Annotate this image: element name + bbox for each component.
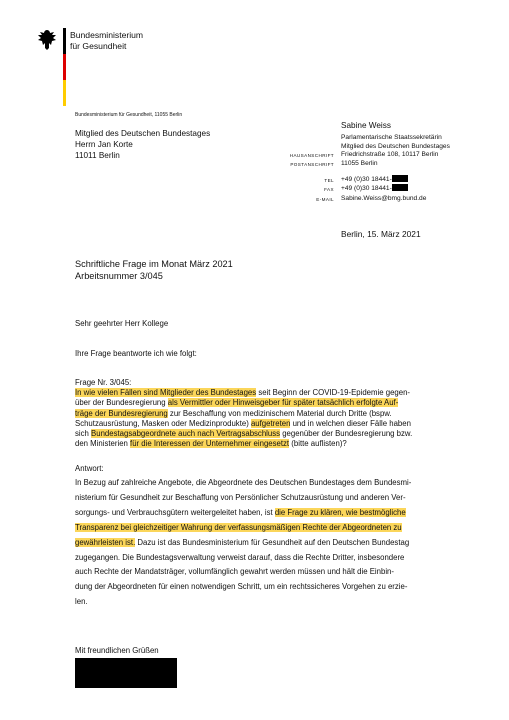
answer-line7: auch Rechte der Mandatsträger, vollumfänglich gewahrt werden müssen und hält die Einbin- xyxy=(75,567,394,577)
subject-line1: Schriftliche Frage im Monat März 2021 xyxy=(75,259,233,269)
postanschrift-label: POSTANSCHRIFT xyxy=(290,162,334,167)
question-hl2: als Vermittler oder Hinweisgeber für später tatsächlich erfolgte Auf- xyxy=(167,398,399,408)
hausanschrift-label: HAUSANSCHRIFT xyxy=(289,153,334,158)
flag-black xyxy=(63,28,66,54)
recipient-line3: 11011 Berlin xyxy=(75,151,120,160)
question-text5: sich xyxy=(75,429,92,439)
answer-line8: dung der Abgeordneten für einen notwendigen Schritt, um ein rechtssicheres Vorgehen zu erzie- xyxy=(75,582,408,592)
answer-hl5: gewährleisten ist. xyxy=(75,537,136,547)
flag-stripe xyxy=(63,28,66,106)
ministry-name-line1: Bundesministerium xyxy=(70,30,144,40)
question-text5b: gegenüber der Bundesregierung bzw. xyxy=(280,429,413,439)
federal-eagle-icon xyxy=(36,28,58,54)
intro-text: Ihre Frage beantworte ich wie folgt: xyxy=(75,349,197,358)
closing: Mit freundlichen Grüßen xyxy=(75,646,159,655)
recipient-line1: Mitglied des Deutschen Bundestages xyxy=(75,129,211,138)
hausanschrift-value: Friedrichstraße 108, 10117 Berlin xyxy=(341,151,439,158)
letter-date: Berlin, 15. März 2021 xyxy=(341,229,421,239)
question-line2 xyxy=(75,398,435,408)
salutation: Sehr geehrter Herr Kollege xyxy=(75,319,169,328)
answer-line5 xyxy=(75,536,439,551)
answer-line9: len. xyxy=(75,597,88,607)
email-label: E-MAIL xyxy=(316,197,334,202)
question-line4 xyxy=(75,419,435,429)
question-text4b: und in welchen dieser Fälle haben xyxy=(290,418,411,428)
fax-label: FAX xyxy=(324,187,334,192)
fax-number: +49 (0)30 18441- xyxy=(341,185,392,192)
question-hl1: In wie vielen Fällen sind Mitglieder des Bundestages xyxy=(75,388,257,398)
question-text2: über der Bundesregierung xyxy=(75,398,168,408)
question-block xyxy=(75,378,435,449)
answer-line2: nisterium für Gesundheit zur Beschaffung von Persönlicher Schutzausrüstung und anderen Ver- xyxy=(75,492,406,502)
question-line1 xyxy=(75,388,435,398)
answer-hl3: die Frage zu klären, wie bestmögliche xyxy=(274,507,406,517)
answer-heading: Antwort: xyxy=(75,464,104,473)
fax-value xyxy=(341,184,408,193)
sender-role2: Mitglied des Deutschen Bundestages xyxy=(341,143,450,150)
question-hl3: träge der Bundesregierung xyxy=(75,408,168,418)
postanschrift-value: 11055 Berlin xyxy=(341,160,378,167)
tel-redaction xyxy=(392,175,408,182)
answer-line4 xyxy=(75,521,439,536)
tel-value xyxy=(341,175,408,184)
tel-number: +49 (0)30 18441- xyxy=(341,176,392,183)
answer-text3: sorgungs- und Verbrauchsgütern weitergeleitet haben, ist xyxy=(75,507,275,517)
question-hl4: aufgetreten xyxy=(250,418,291,428)
flag-gold xyxy=(63,80,66,106)
question-text4: Schutzausrüstung, Masken oder Medizinprodukte) xyxy=(75,418,251,428)
question-line6 xyxy=(75,439,435,449)
recipient-block xyxy=(75,128,210,161)
subject-block xyxy=(75,258,233,282)
answer-line6: zugegangen. Die Bundestagsverwaltung verweist darauf, dass die Rechte Dritter, insbesondere xyxy=(75,552,405,562)
question-hl5: Bundestagsabgeordnete auch nach Vertragsabschluss xyxy=(91,429,281,439)
question-text3: zur Beschaffung von medizinischem Material durch Dritte (bspw. xyxy=(167,408,392,418)
answer-hl4: Transparenz bei gleichzeitiger Wahrung der verfassungsmäßigen Rechte der Abgeordneten zu xyxy=(75,522,402,532)
question-text6: den Ministerien xyxy=(75,439,131,449)
question-heading: Frage Nr. 3/045: xyxy=(75,378,132,387)
question-text6b: (bitte auflisten)? xyxy=(289,439,347,449)
question-line5 xyxy=(75,429,435,439)
answer-text5: Dazu ist das Bundesministerium für Gesundheit auf den Deutschen Bundestag xyxy=(135,537,410,547)
tel-label: TEL xyxy=(324,178,334,183)
ministry-name xyxy=(70,30,143,51)
flag-red xyxy=(63,54,66,80)
letterhead xyxy=(36,28,176,108)
question-text1: seit Beginn der COVID-19-Epidemie gegen- xyxy=(256,388,411,398)
answer-block xyxy=(75,476,439,610)
ministry-name-line2: für Gesundheit xyxy=(70,40,127,51)
signature-redaction xyxy=(75,658,177,688)
question-hl6: für die Interessen der Unternehmer eingesetzt xyxy=(130,439,290,449)
fax-redaction xyxy=(392,184,408,191)
sender-name: Sabine Weiss xyxy=(341,121,391,130)
recipient-line2: Herrn Jan Korte xyxy=(75,140,133,149)
sender-role1: Parlamentarische Staatssekretärin xyxy=(341,134,442,141)
answer-line3 xyxy=(75,506,439,521)
subject-line2: Arbeitsnummer 3/045 xyxy=(75,271,163,281)
return-address: Bundesministerium für Gesundheit, 11055 Berlin xyxy=(75,112,183,118)
answer-line1: In Bezug auf zahlreiche Angebote, die Abgeordnete des Deutschen Bundestages dem Bundesmi- xyxy=(75,478,412,487)
question-line3 xyxy=(75,409,435,419)
email-value: Sabine.Weiss@bmg.bund.de xyxy=(341,195,427,202)
